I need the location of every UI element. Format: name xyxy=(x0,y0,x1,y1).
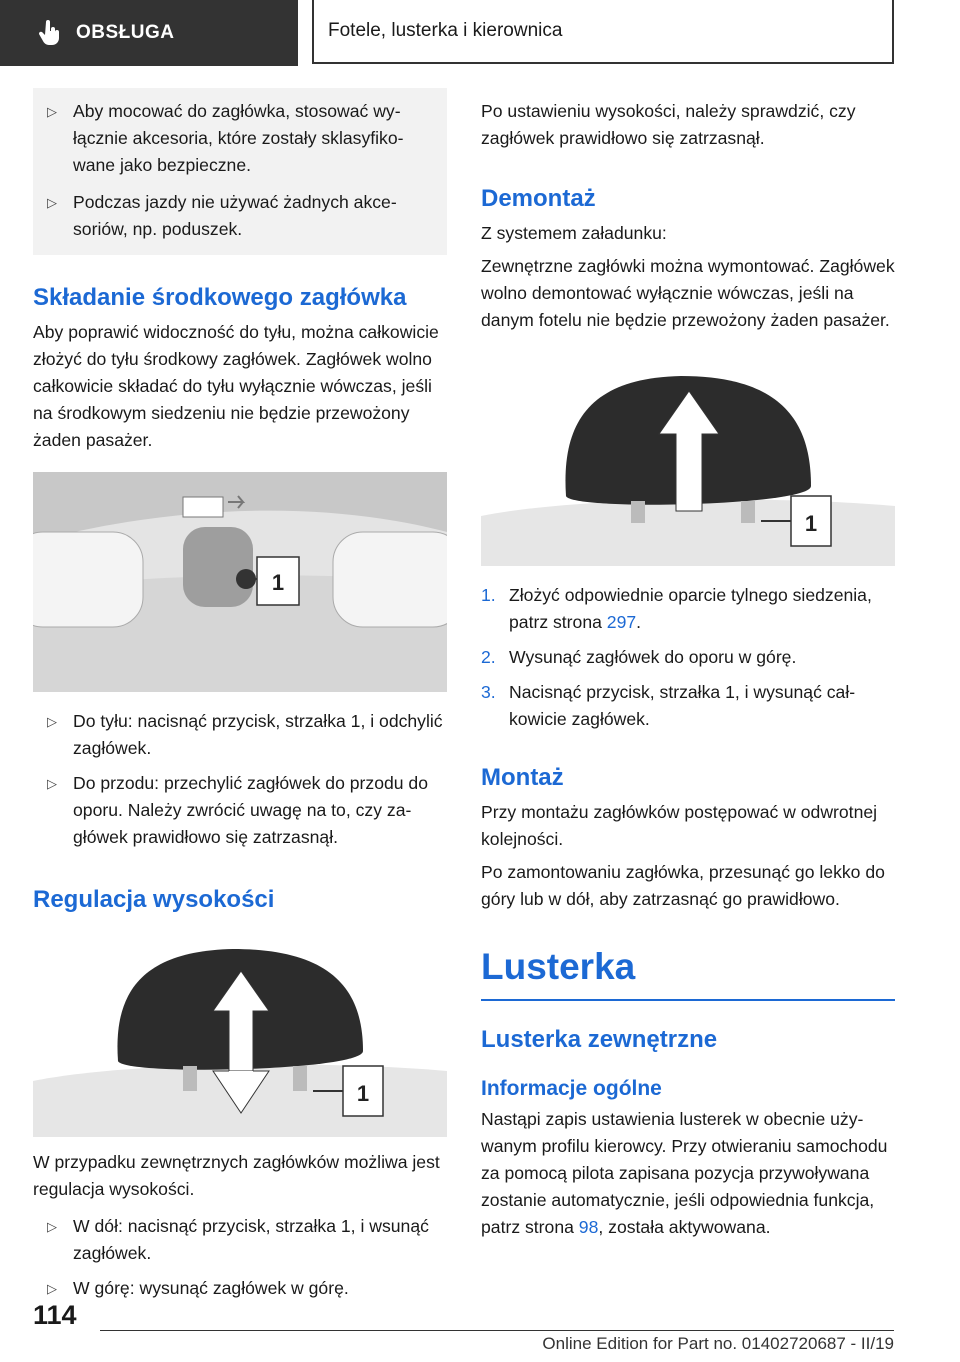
triangle-bullet-icon: ▷ xyxy=(47,104,57,119)
page-number: 114 xyxy=(33,1300,77,1330)
height-text: W przypadku zewnętrznych zagłówków możliwa jest regulacja wysokości. xyxy=(33,1152,440,1199)
figure-callout: 1 xyxy=(804,511,818,536)
page-header xyxy=(0,0,960,66)
section-label: OBSŁUGA xyxy=(76,22,175,43)
height-headrest-figure xyxy=(33,941,447,1137)
note-item: ▷ Aby mocować do zagłówka, stosować wyłącznie akcesoria, które zostały sklasyfikowane jako bezpieczne. xyxy=(33,98,435,179)
height-heading: Regulacja wysokości xyxy=(33,886,275,913)
step-item: 2. Wysunąć zagłówek do oporu w górę. xyxy=(481,647,797,667)
removal-sub: Z systemem załadunku: xyxy=(481,223,667,243)
triangle-bullet-icon: ▷ xyxy=(47,1219,57,1234)
mount-text-2: Po zamontowaniu zagłówka, przesunąć go lekko do góry lub w dół, aby zatrzasnąć go prawidłowo. xyxy=(481,862,885,909)
removal-headrest-figure xyxy=(481,366,895,566)
triangle-bullet-icon: ▷ xyxy=(47,776,57,791)
fold-heading: Składanie środkowego zagłówka xyxy=(33,284,407,311)
general-info-text: Nastąpi zapis ustawienia lusterek w obecnie używanym profilu kierowcy. Przy otwieraniu samochodu za pomocą pilota zapisana pozycja przywoływana zostanie automatycznie, jeśli odpowiednia funkcja, patrz strona 98, została aktywowana. xyxy=(481,1109,888,1237)
right-column xyxy=(481,88,895,1241)
figure-callout: 1 xyxy=(356,1081,370,1106)
triangle-bullet-icon: ▷ xyxy=(47,1281,57,1296)
fold-bullet: ▷ Do tyłu: nacisnąć przycisk, strzałka 1, i odchylić zagłówek. xyxy=(33,708,447,762)
step-item: 3. Nacisnąć przycisk, strzałka 1, i wysunąć całkowicie zagłówek. xyxy=(481,682,856,729)
height-bullet: ▷ W górę: wysunąć zagłówek w górę. xyxy=(33,1275,447,1302)
footer-rule xyxy=(100,1330,894,1331)
removal-headrest-illustration xyxy=(481,366,895,566)
height-headrest-illustration xyxy=(33,941,447,1137)
edition-text: Online Edition for Part no. 01402720687 - II/19 xyxy=(542,1334,894,1353)
fold-headrest-illustration xyxy=(33,472,447,692)
left-column xyxy=(33,88,447,1310)
exterior-mirrors-heading: Lusterka zewnętrzne xyxy=(481,1026,718,1053)
mount-text-1: Przy montażu zagłówków postępować w odwrotnej kolejności. xyxy=(481,802,878,849)
intro-text: Po ustawieniu wysokości, należy sprawdzić, czy zagłówek prawidłowo się zatrzasnął. xyxy=(481,101,856,148)
general-info-heading: Informacje ogólne xyxy=(481,1077,662,1100)
note-item: ▷ Podczas jazdy nie używać żadnych akcesoriów, np. poduszek. xyxy=(33,189,435,243)
note-box xyxy=(33,88,447,255)
fold-headrest-figure xyxy=(33,472,447,692)
figure-callout: 1 xyxy=(271,570,285,595)
triangle-bullet-icon: ▷ xyxy=(47,195,57,210)
mirrors-heading: Lusterka xyxy=(481,946,636,987)
step-item: 1. Złożyć odpowiednie oparcie tylnego siedzenia, patrz strona 297. xyxy=(481,585,872,632)
section-tab xyxy=(0,0,298,66)
hand-pointer-icon xyxy=(38,20,62,46)
mount-heading: Montaż xyxy=(481,764,564,791)
fold-bullet: ▷ Do przodu: przechylić zagłówek do przodu do oporu. Należy zwrócić uwagę na to, czy zagłówek prawidłowo się zatrzasnął. xyxy=(33,770,447,851)
height-bullet: ▷ W dół: nacisnąć przycisk, strzałka 1, i wsunąć zagłówek. xyxy=(33,1213,447,1267)
fold-text: Aby poprawić widoczność do tyłu, można całkowicie złożyć do tyłu środkowy zagłówek. Zagłówek wolno całkowicie składać do tyłu wyłącznie wówczas, jeśli na środkowym siedzeniu nie będzie przewożony żaden pasażer. xyxy=(33,322,439,450)
page-link[interactable]: 297 xyxy=(606,612,637,632)
page-link[interactable]: 98 xyxy=(578,1217,599,1237)
section-rule xyxy=(481,999,895,1001)
removal-heading: Demontaż xyxy=(481,185,596,212)
chapter-title: Fotele, lusterka i kierownica xyxy=(312,0,894,64)
removal-text: Zewnętrzne zagłówki można wymontować. Zagłówek wolno demontować wyłącznie wówczas, jeśli na danym fotelu nie będzie przewożony żaden pasażer. xyxy=(481,256,895,330)
triangle-bullet-icon: ▷ xyxy=(47,714,57,729)
